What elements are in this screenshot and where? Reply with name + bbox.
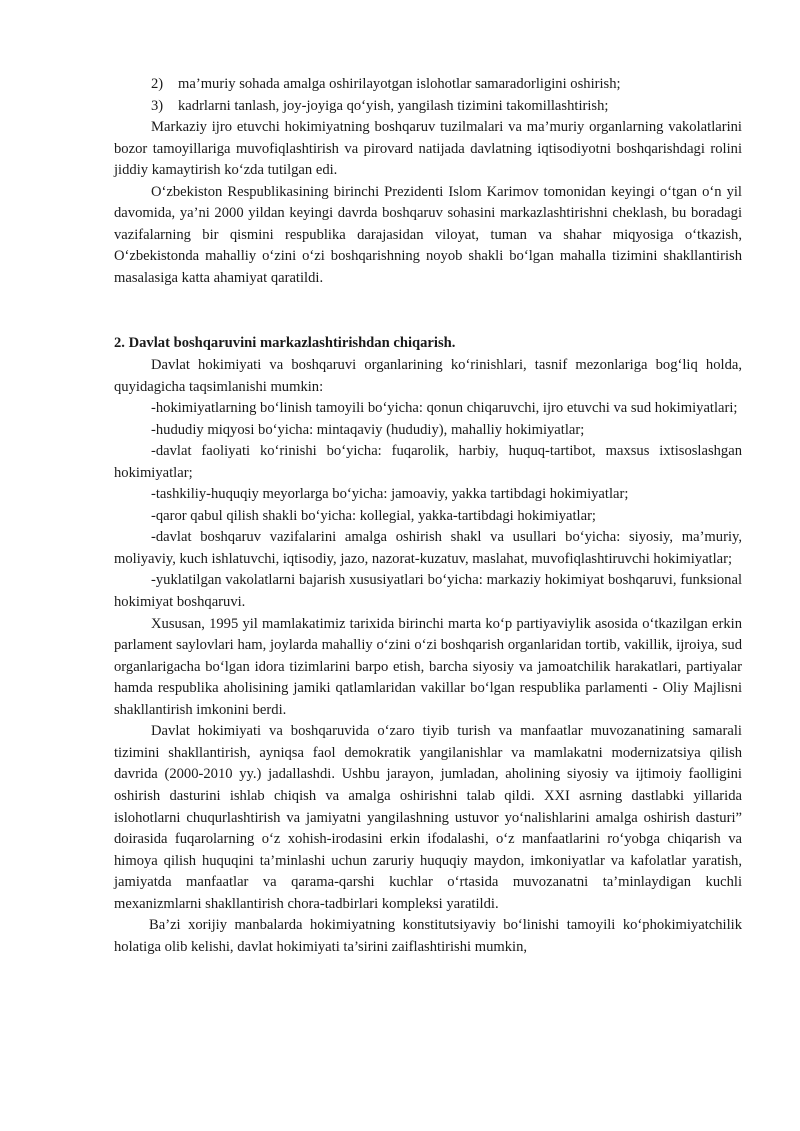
paragraph: Ba’zi xorijiy manbalarda hokimiyatning konstitutsiyaviy bo‘linishi tamoyili ko‘phokimiyatchilik holatiga olib kelishi, davlat hokimiyati ta’sirini zaiflashtirishi mumkin, (114, 917, 742, 955)
document-page (114, 74, 742, 958)
list-item-text: kadrlarni tanlash, joy-joyiga qo‘yish, yangilash tizimini takomillashtirish; (178, 97, 609, 114)
paragraph: Markaziy ijro etuvchi hokimiyatning boshqaruv tuzilmalari va ma’muriy organlarning vakolatlarini bozor tamoyillariga muvofiqlashtirish va pirovard natijada davlatning iqtisodiyotni boshqarishdagi rolini jiddiy kamaytirish ko‘zda tutilgan edi. (114, 119, 742, 179)
list-number: 2) (151, 76, 164, 92)
list-number: 3) (151, 97, 164, 114)
list-item (114, 74, 742, 96)
list-item: -qaror qabul qilish shakli bo‘yicha: kollegial, yakka-tartibdagi hokimiyatlar; (151, 507, 596, 524)
paragraph: Davlat hokimiyati va boshqaruvi organlarining ko‘rinishlari, tasnif mezonlariga bog‘liq holda, quyidagicha taqsimlanishi mumkin: (114, 357, 742, 395)
spacer (114, 289, 742, 333)
paragraph: Xususan, 1995 yil mamlakatimiz tarixida birinchi marta ko‘p partiyaviylik asosida o‘tkazilgan erkin parlament saylovlari ham, joylarda mahalliy o‘zini o‘zi boshqarish organlaridan tortib, vakillik, ijroiya, sud organlarigacha bo‘lgan idora tizimlarini barpo etish, barcha siyosiy va jamoatchilik harakatlari, partiyalar hamda respublika aholisining jamiki qatlamlaridan vakillar bo‘lgan respublika parlamenti - Oliy Majlisni shakllantirish imkonini berdi. (114, 615, 742, 718)
list-item: -hokimiyatlarning bo‘linish tamoyili bo‘yicha: qonun chiqaruvchi, ijro etuvchi va sud hokimiyatlari; (151, 400, 738, 417)
list-item: -davlat boshqaruv vazifalarini amalga oshirish shakl va usullari bo‘yicha: siyosiy, ma’muriy, moliyaviy, kuch ishlatuvchi, iqtisodiy, jazo, nazorat-kuzatuv, maslahat, muvofiqlashtiruvchi hokimiyatlar; (114, 529, 742, 567)
list-item: -davlat faoliyati ko‘rinishi bo‘yicha: fuqarolik, harbiy, huquq-tartibot, maxsus ixtisoslashgan hokimiyatlar; (114, 443, 742, 481)
paragraph: O‘zbekiston Respublikasining birinchi Prezidenti Islom Karimov tomonidan keyingi o‘tgan o‘n yil davomida, ya’ni 2000 yildan keyingi davrda boshqaruv sohasini markazlashtirishni cheklash, bu boradagi vazifalarning bir qismini respublika darajasidan viloyat, tuman va shahar miqyosiga o‘tkazish, O‘zbekistonda mahalliy o‘zini o‘zi boshqarishning noyob shakli bo‘lgan mahalla tizimini shakllantirish masalasiga katta ahamiyat qaratildi. (114, 183, 742, 286)
list-item: -hududiy miqyosi bo‘yicha: mintaqaviy (hududiy), mahalliy hokimiyatlar; (151, 421, 585, 438)
list-item: -yuklatilgan vakolatlarni bajarish xususiyatlari bo‘yicha: markaziy hokimiyat boshqaruvi, funksional hokimiyat boshqaruvi. (114, 572, 742, 611)
list-item: -tashkiliy-huquqiy meyorlarga bo‘yicha: jamoaviy, yakka tartibdagi hokimiyatlar; (151, 486, 629, 503)
paragraph: Davlat hokimiyati va boshqaruvida o‘zaro tiyib turish va manfaatlar muvozanatining samarali tizimini shakllantirish, ayniqsa faol demokratik yangilanishlar va mamlakatni modernizatsiya qilish davrida (2000-2010 yy.) jadallashdi. Ushbu jarayon, jumladan, aholining siyosiy va ijtimoiy faolligini oshirish dasturini ishlab chiqish va amalga oshirishni talab qildi. XXI asrning dastlabki yillarida islohotlarni chuqurlashtirish va jamiyatni yangilashning ustuvor yo‘nalishlarini amalga oshirish dasturi” doirasida fuqarolarning o‘z xohish-irodasini erkin ifodalashi, o‘z manfaatlarini ro‘yobga chiqarish va himoya qilish huquqini ta’minlashi uchun zaruriy huquqiy maydon, imkoniyatlar va kafolatlar yaratish, jamiyatda manfaatlar va qarama-qarshi kuchlar o‘rtasida muvozanatni ta’minlaydigan kuchli mexanizmlarni shakllantirish chora-tadbirlari kompleksi yaratildi. (114, 723, 742, 912)
list-item (114, 96, 742, 118)
section-heading: 2. Davlat boshqaruvini markazlashtirishdan chiqarish. (114, 335, 456, 352)
list-item-text: ma’muriy sohada amalga oshirilayotgan islohotlar samaradorligini oshirish; (178, 76, 621, 92)
